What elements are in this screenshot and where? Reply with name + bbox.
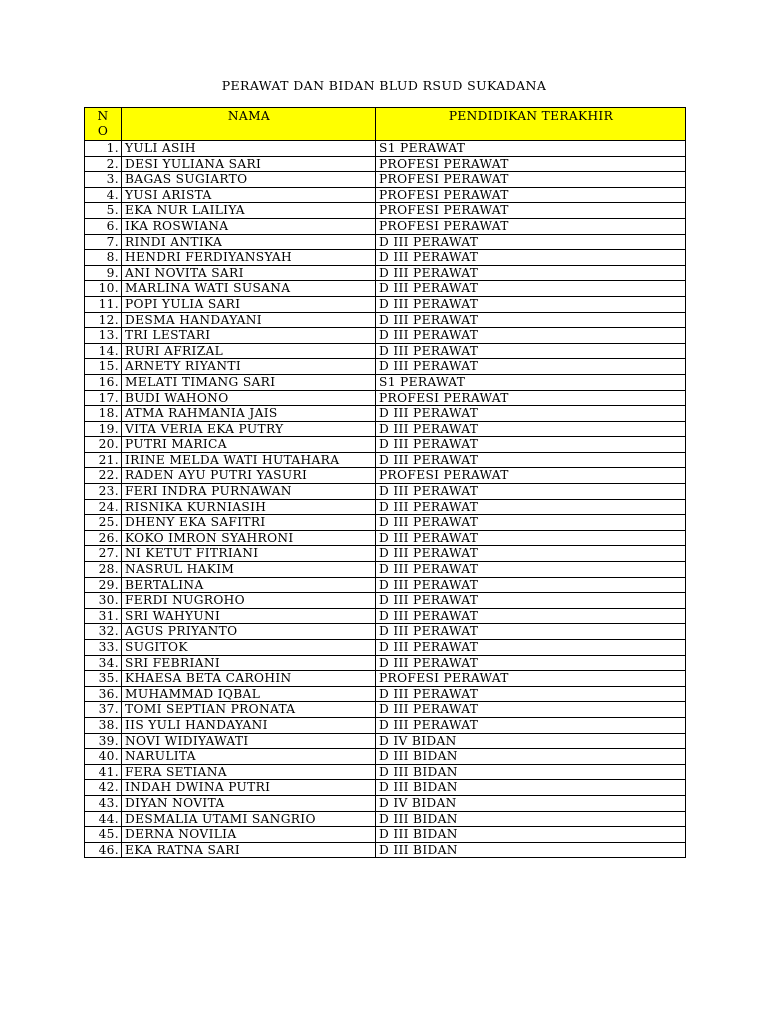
education-cell: D III PERAWAT	[376, 640, 686, 656]
table-row	[85, 187, 686, 203]
name-cell: BERTALINA	[122, 577, 376, 593]
name-cell: IKA ROSWIANA	[122, 218, 376, 234]
education-cell: D III PERAWAT	[376, 562, 686, 578]
education-cell: S1 PERAWAT	[376, 374, 686, 390]
name-cell: ANI NOVITA SARI	[122, 265, 376, 281]
table-row	[85, 312, 686, 328]
name-cell: IIS YULI HANDAYANI	[122, 717, 376, 733]
table-row	[85, 437, 686, 453]
table-row	[85, 546, 686, 562]
education-cell: S1 PERAWAT	[376, 141, 686, 157]
name-cell: DESMALIA UTAMI SANGRIO	[122, 811, 376, 827]
name-cell: FERI INDRA PURNAWAN	[122, 484, 376, 500]
education-cell: D III BIDAN	[376, 811, 686, 827]
education-cell: D III PERAWAT	[376, 686, 686, 702]
table-row	[85, 608, 686, 624]
name-cell: SRI WAHYUNI	[122, 608, 376, 624]
table-row	[85, 717, 686, 733]
row-number-cell: 32.	[85, 624, 122, 640]
table-row	[85, 172, 686, 188]
column-header-nama: NAMA	[122, 108, 376, 141]
education-cell: D III PERAWAT	[376, 499, 686, 515]
table-row	[85, 780, 686, 796]
table-row	[85, 795, 686, 811]
row-number-cell: 16.	[85, 374, 122, 390]
education-cell: PROFESI PERAWAT	[376, 468, 686, 484]
education-cell: D IV BIDAN	[376, 795, 686, 811]
education-cell: PROFESI PERAWAT	[376, 218, 686, 234]
row-number-cell: 46.	[85, 842, 122, 858]
table-row	[85, 265, 686, 281]
name-cell: RINDI ANTIKA	[122, 234, 376, 250]
name-cell: FERDI NUGROHO	[122, 593, 376, 609]
row-number-cell: 13.	[85, 328, 122, 344]
table-row	[85, 374, 686, 390]
row-number-cell: 38.	[85, 717, 122, 733]
name-cell: DESI YULIANA SARI	[122, 156, 376, 172]
table-row	[85, 640, 686, 656]
table-row	[85, 733, 686, 749]
education-cell: PROFESI PERAWAT	[376, 156, 686, 172]
education-cell: PROFESI PERAWAT	[376, 172, 686, 188]
document-title: PERAWAT DAN BIDAN BLUD RSUD SUKADANA	[221, 78, 547, 93]
name-cell: KOKO IMRON SYAHRONI	[122, 530, 376, 546]
row-number-cell: 37.	[85, 702, 122, 718]
table-row	[85, 484, 686, 500]
education-cell: D III PERAWAT	[376, 717, 686, 733]
name-cell: MELATI TIMANG SARI	[122, 374, 376, 390]
row-number-cell: 43.	[85, 795, 122, 811]
education-cell: D III PERAWAT	[376, 655, 686, 671]
row-number-cell: 21.	[85, 452, 122, 468]
name-cell: YUSI ARISTA	[122, 187, 376, 203]
row-number-cell: 44.	[85, 811, 122, 827]
row-number-cell: 11.	[85, 296, 122, 312]
row-number-cell: 30.	[85, 593, 122, 609]
education-cell: D III PERAWAT	[376, 421, 686, 437]
table-row	[85, 141, 686, 157]
table-row	[85, 499, 686, 515]
table-row	[85, 421, 686, 437]
column-header-pendidikan: PENDIDIKAN TERAKHIR	[376, 108, 686, 141]
row-number-cell: 12.	[85, 312, 122, 328]
row-number-cell: 29.	[85, 577, 122, 593]
table-row	[85, 156, 686, 172]
name-cell: SRI FEBRIANI	[122, 655, 376, 671]
education-cell: D III PERAWAT	[376, 296, 686, 312]
table-body	[85, 141, 686, 858]
education-cell: D III PERAWAT	[376, 281, 686, 297]
table-row	[85, 406, 686, 422]
education-cell: D III BIDAN	[376, 780, 686, 796]
education-cell: D III PERAWAT	[376, 546, 686, 562]
row-number-cell: 10.	[85, 281, 122, 297]
table-row	[85, 468, 686, 484]
name-cell: NASRUL HAKIM	[122, 562, 376, 578]
staff-table	[84, 107, 686, 858]
row-number-cell: 41.	[85, 764, 122, 780]
table-row	[85, 218, 686, 234]
table-row	[85, 749, 686, 765]
name-cell: DERNA NOVILIA	[122, 827, 376, 843]
name-cell: INDAH DWINA PUTRI	[122, 780, 376, 796]
name-cell: BUDI WAHONO	[122, 390, 376, 406]
row-number-cell: 42.	[85, 780, 122, 796]
education-cell: PROFESI PERAWAT	[376, 203, 686, 219]
education-cell: D III BIDAN	[376, 764, 686, 780]
name-cell: VITA VERIA EKA PUTRY	[122, 421, 376, 437]
row-number-cell: 18.	[85, 406, 122, 422]
row-number-cell: 31.	[85, 608, 122, 624]
name-cell: KHAESA BETA CAROHIN	[122, 671, 376, 687]
table-row	[85, 702, 686, 718]
education-cell: D III BIDAN	[376, 842, 686, 858]
name-cell: ATMA RAHMANIA JAIS	[122, 406, 376, 422]
education-cell: D III PERAWAT	[376, 702, 686, 718]
row-number-cell: 45.	[85, 827, 122, 843]
name-cell: MARLINA WATI SUSANA	[122, 281, 376, 297]
row-number-cell: 28.	[85, 562, 122, 578]
education-cell: D III PERAWAT	[376, 312, 686, 328]
name-cell: PUTRI MARICA	[122, 437, 376, 453]
row-number-cell: 5.	[85, 203, 122, 219]
education-cell: D III PERAWAT	[376, 624, 686, 640]
education-cell: D III PERAWAT	[376, 515, 686, 531]
column-header-no	[85, 108, 122, 141]
name-cell: IRINE MELDA WATI HUTAHARA	[122, 452, 376, 468]
education-cell: D III PERAWAT	[376, 577, 686, 593]
name-cell: MUHAMMAD IQBAL	[122, 686, 376, 702]
name-cell: TRI LESTARI	[122, 328, 376, 344]
name-cell: BAGAS SUGIARTO	[122, 172, 376, 188]
table-row	[85, 655, 686, 671]
table-row	[85, 593, 686, 609]
education-cell: D III PERAWAT	[376, 593, 686, 609]
row-number-cell: 14.	[85, 343, 122, 359]
table-row	[85, 530, 686, 546]
education-cell: PROFESI PERAWAT	[376, 390, 686, 406]
name-cell: NI KETUT FITRIANI	[122, 546, 376, 562]
table-row	[85, 515, 686, 531]
name-cell: RADEN AYU PUTRI YASURI	[122, 468, 376, 484]
education-cell: D III PERAWAT	[376, 359, 686, 375]
table-row	[85, 842, 686, 858]
row-number-cell: 25.	[85, 515, 122, 531]
table-row	[85, 390, 686, 406]
name-cell: DIYAN NOVITA	[122, 795, 376, 811]
education-cell: D III PERAWAT	[376, 530, 686, 546]
row-number-cell: 27.	[85, 546, 122, 562]
education-cell: PROFESI PERAWAT	[376, 671, 686, 687]
name-cell: EKA RATNA SARI	[122, 842, 376, 858]
education-cell: D III PERAWAT	[376, 608, 686, 624]
table-row	[85, 234, 686, 250]
column-header-no-line2: O	[97, 124, 109, 138]
row-number-cell: 2.	[85, 156, 122, 172]
name-cell: NOVI WIDIYAWATI	[122, 733, 376, 749]
table-row	[85, 624, 686, 640]
row-number-cell: 15.	[85, 359, 122, 375]
education-cell: D III BIDAN	[376, 749, 686, 765]
table-row	[85, 452, 686, 468]
row-number-cell: 17.	[85, 390, 122, 406]
table-row	[85, 359, 686, 375]
table-row	[85, 671, 686, 687]
table-row	[85, 577, 686, 593]
row-number-cell: 20.	[85, 437, 122, 453]
row-number-cell: 7.	[85, 234, 122, 250]
name-cell: ARNETY RIYANTI	[122, 359, 376, 375]
name-cell: HENDRI FERDIYANSYAH	[122, 250, 376, 266]
name-cell: RURI AFRIZAL	[122, 343, 376, 359]
education-cell: D III BIDAN	[376, 827, 686, 843]
name-cell: DHENY EKA SAFITRI	[122, 515, 376, 531]
education-cell: D III PERAWAT	[376, 250, 686, 266]
table-row	[85, 764, 686, 780]
row-number-cell: 40.	[85, 749, 122, 765]
table-row	[85, 343, 686, 359]
row-number-cell: 1.	[85, 141, 122, 157]
education-cell: D III PERAWAT	[376, 343, 686, 359]
row-number-cell: 9.	[85, 265, 122, 281]
table-row	[85, 811, 686, 827]
name-cell: AGUS PRIYANTO	[122, 624, 376, 640]
row-number-cell: 39.	[85, 733, 122, 749]
education-cell: D III PERAWAT	[376, 265, 686, 281]
table-row	[85, 250, 686, 266]
name-cell: TOMI SEPTIAN PRONATA	[122, 702, 376, 718]
table-row	[85, 562, 686, 578]
row-number-cell: 23.	[85, 484, 122, 500]
row-number-cell: 33.	[85, 640, 122, 656]
table-row	[85, 686, 686, 702]
table-row	[85, 328, 686, 344]
table-header	[85, 108, 686, 141]
header-row	[85, 108, 686, 141]
name-cell: YULI ASIH	[122, 141, 376, 157]
row-number-cell: 34.	[85, 655, 122, 671]
education-cell: D III PERAWAT	[376, 452, 686, 468]
row-number-cell: 22.	[85, 468, 122, 484]
row-number-cell: 8.	[85, 250, 122, 266]
education-cell: D III PERAWAT	[376, 484, 686, 500]
table-row	[85, 827, 686, 843]
row-number-cell: 19.	[85, 421, 122, 437]
name-cell: NARULITA	[122, 749, 376, 765]
education-cell: D IV BIDAN	[376, 733, 686, 749]
table-row	[85, 203, 686, 219]
education-cell: D III PERAWAT	[376, 234, 686, 250]
row-number-cell: 3.	[85, 172, 122, 188]
column-header-no-line1: N	[97, 109, 109, 123]
row-number-cell: 35.	[85, 671, 122, 687]
row-number-cell: 24.	[85, 499, 122, 515]
table-row	[85, 281, 686, 297]
name-cell: EKA NUR LAILIYA	[122, 203, 376, 219]
name-cell: FERA SETIANA	[122, 764, 376, 780]
education-cell: D III PERAWAT	[376, 406, 686, 422]
name-cell: POPI YULIA SARI	[122, 296, 376, 312]
row-number-cell: 6.	[85, 218, 122, 234]
education-cell: PROFESI PERAWAT	[376, 187, 686, 203]
table-row	[85, 296, 686, 312]
name-cell: RISNIKA KURNIASIH	[122, 499, 376, 515]
row-number-cell: 4.	[85, 187, 122, 203]
row-number-cell: 36.	[85, 686, 122, 702]
row-number-cell: 26.	[85, 530, 122, 546]
name-cell: SUGITOK	[122, 640, 376, 656]
name-cell: DESMA HANDAYANI	[122, 312, 376, 328]
education-cell: D III PERAWAT	[376, 328, 686, 344]
education-cell: D III PERAWAT	[376, 437, 686, 453]
